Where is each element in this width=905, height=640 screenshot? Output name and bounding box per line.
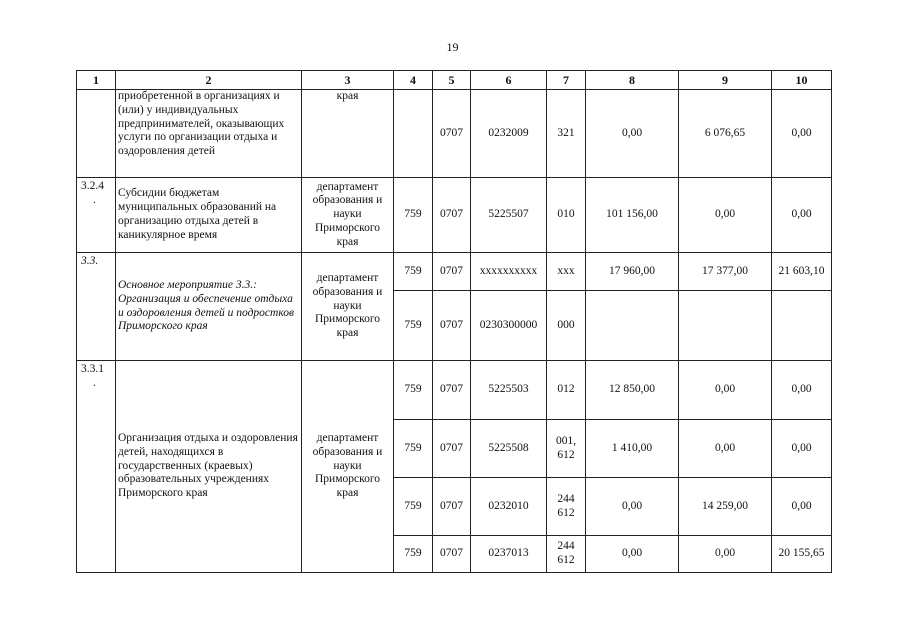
cell-c10: 0,00: [772, 420, 832, 478]
cell-c9: 0,00: [679, 361, 772, 420]
cell-c9: 14 259,00: [679, 478, 772, 536]
cell-c7: [547, 536, 586, 573]
cell-c8: 0,00: [586, 536, 679, 573]
cell-c8: 1 410,00: [586, 420, 679, 478]
kvr-code: 244: [557, 540, 575, 553]
cell-c7: 000: [547, 291, 586, 361]
measure-name-cell: Организация отдыха и оздоровления детей, находящихся в государственных (краевых) образовательных учреждениях Приморского края: [116, 361, 302, 573]
cell-c9: 0,00: [679, 178, 772, 253]
cell-c10: 0,00: [772, 178, 832, 253]
row-number: 3.3.1: [81, 363, 104, 375]
cell-c10: 21 603,10: [772, 253, 832, 291]
table-row: [77, 178, 832, 253]
measure-name-cell: Основное мероприятие 3.3.: Организация и обеспечение отдыха и оздоровления детей и подростков Приморского края: [116, 253, 302, 361]
cell-c8: 0,00: [586, 478, 679, 536]
row-number-cell: [77, 90, 116, 178]
header-cell: 2: [116, 71, 302, 90]
cell-c9: 17 377,00: [679, 253, 772, 291]
cell-c7: [547, 361, 586, 420]
cell-c6: 0237013: [471, 536, 547, 573]
measure-name-cell: приобретенной в организациях и (или) у индивидуальных предпринимателей, оказывающих услуги по организации отдыха и оздоровления детей: [116, 90, 302, 178]
header-cell: 1: [77, 71, 116, 90]
row-number-dot: .: [93, 193, 96, 206]
cell-c6: 5225503: [471, 361, 547, 420]
header-cell: 4: [394, 71, 433, 90]
cell-c5: 0707: [433, 478, 471, 536]
table-header-row: [77, 71, 832, 90]
cell-c9: 0,00: [679, 420, 772, 478]
cell-c4: 759: [394, 478, 433, 536]
cell-c8: 12 850,00: [586, 361, 679, 420]
cell-c5: 0707: [433, 536, 471, 573]
cell-c6: 0232009: [471, 90, 547, 178]
cell-c5: 0707: [433, 420, 471, 478]
row-number-dot: .: [93, 376, 96, 389]
cell-c10: 0,00: [772, 361, 832, 420]
cell-c6: 5225507: [471, 178, 547, 253]
kvr-code: 012: [557, 383, 575, 396]
cell-c4: 759: [394, 536, 433, 573]
executor-cell: департамент образования и науки Приморского края: [302, 361, 394, 573]
cell-c5: 0707: [433, 90, 471, 178]
cell-c8: 0,00: [586, 90, 679, 178]
kvr-code: 244: [557, 492, 575, 505]
cell-c5: 0707: [433, 291, 471, 361]
cell-c8: 101 156,00: [586, 178, 679, 253]
cell-c4: 759: [394, 178, 433, 253]
cell-c10: [772, 291, 832, 361]
cell-c4: 759: [394, 420, 433, 478]
cell-c10: 0,00: [772, 478, 832, 536]
header-cell: 9: [679, 71, 772, 90]
header-cell: 7: [547, 71, 586, 90]
table-row: [77, 253, 832, 291]
cell-c6: 5225508: [471, 420, 547, 478]
kvr-code-2: 612: [557, 506, 575, 519]
header-cell: 6: [471, 71, 547, 90]
cell-c7: 321: [547, 90, 586, 178]
cell-c5: 0707: [433, 178, 471, 253]
cell-c10: 0,00: [772, 90, 832, 178]
cell-c4: 759: [394, 291, 433, 361]
cell-c10: 20 155,65: [772, 536, 832, 573]
cell-c8: 17 960,00: [586, 253, 679, 291]
kvr-code: 001,: [555, 434, 577, 447]
header-cell: 10: [772, 71, 832, 90]
row-number-cell: [77, 361, 116, 573]
header-cell: 3: [302, 71, 394, 90]
cell-c5: 0707: [433, 253, 471, 291]
kvr-code-2: 612: [557, 448, 575, 461]
table-row: [77, 361, 832, 420]
table-row: [77, 90, 832, 178]
cell-c7: 010: [547, 178, 586, 253]
cell-c4: 759: [394, 253, 433, 291]
row-number-cell: [77, 178, 116, 253]
cell-c8: [586, 291, 679, 361]
header-cell: 5: [433, 71, 471, 90]
cell-c6: 0230300000: [471, 291, 547, 361]
page-number: 19: [446, 40, 459, 54]
row-number-cell: 3.3.: [77, 253, 116, 361]
cell-c4: 759: [394, 361, 433, 420]
cell-c9: 6 076,65: [679, 90, 772, 178]
measure-name-cell: Субсидии бюджетам муниципальных образований на организацию отдыха детей в каникулярное время: [116, 178, 302, 253]
cell-c4: [394, 90, 433, 178]
cell-c7: xxx: [547, 253, 586, 291]
cell-c5: 0707: [433, 361, 471, 420]
executor-cell: департамент образования и науки Приморского края: [302, 253, 394, 361]
executor-cell: департамент образования и науки Приморского края: [302, 178, 394, 253]
cell-c9: 0,00: [679, 536, 772, 573]
row-number: 3.2.4: [81, 180, 104, 192]
cell-c6: 0232010: [471, 478, 547, 536]
cell-c7: [547, 420, 586, 478]
cell-c9: [679, 291, 772, 361]
budget-table: [76, 70, 832, 573]
kvr-code-2: 612: [557, 554, 575, 566]
executor-cell: края: [302, 90, 394, 178]
header-cell: 8: [586, 71, 679, 90]
cell-c6: xxxxxxxxxx: [471, 253, 547, 291]
cell-c7: [547, 478, 586, 536]
